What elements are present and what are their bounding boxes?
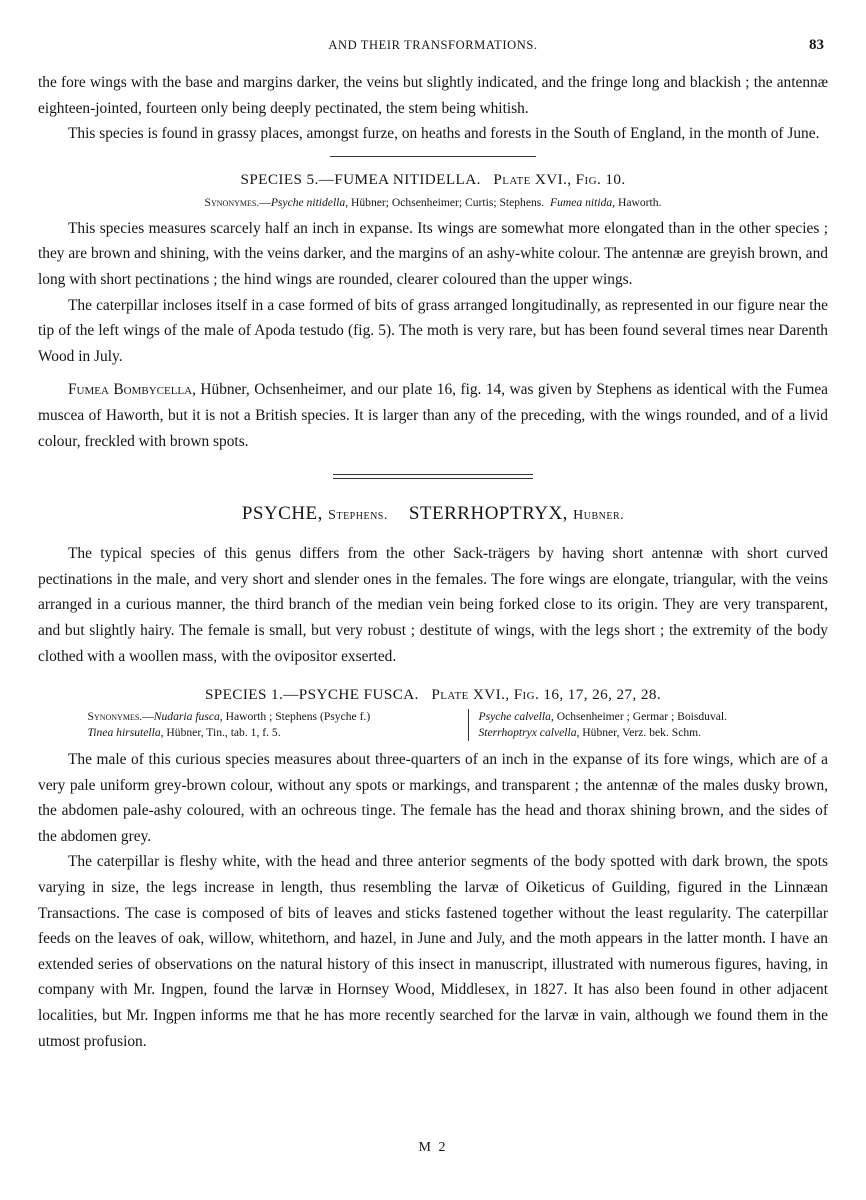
plate-reference: Plate XVI., Fig. 10.	[493, 170, 626, 188]
genus-authority: Stephens.	[328, 508, 388, 524]
synonyms-left-column	[78, 709, 469, 741]
synonym-name: Psyche calvella,	[478, 710, 554, 724]
paragraph-caterpillar: The caterpillar is fleshy white, with the head and three anterior segments of the body spotted with dark brown, the spots varying in size, the legs increase in length, thus resembling the larvæ of Oiketicus of Guilding, figured in the Linnæan Transactions. The case is composed of bits of leaves and sticks fastened together without the least regularity. The caterpillar feeds on the leaves of oak, willow, whitethorn, and hazel, in June and July, and the moth appears in the latter month. I have an extended series of observations on the natural history of this insect in manuscript, illustrated with numerous figures, having, in company with Mr. Ingpen, found the larvæ in Hornsey Wood, Middlesex, in 1827. It has also been found in other adjacent localities, but Mr. Ingpen informs me that he has more recently searched for the larvæ in vain, although we found them in the utmost profusion.	[38, 853, 828, 1050]
synonym-name: Tinea hirsutella,	[87, 726, 164, 740]
running-head-title: AND THEIR TRANSFORMATIONS.	[328, 38, 538, 52]
running-head	[0, 38, 866, 58]
paragraph-note-text: Hübner, Ochsenheimer, and our plate 16, fig. 14, was given by Stephens as identical with the Fumea muscea of Haworth, but it is not a British species. It is larger than any of the preceding, with the wings rounded, and of a livid colour, freckled with brown spots.	[38, 381, 828, 450]
synonym-name: Sterrhoptryx calvella,	[478, 726, 580, 740]
synonym-authors: Haworth ; Stephens (Psyche f.)	[222, 710, 371, 724]
genus-name: PSYCHE,	[241, 503, 323, 525]
section-divider	[330, 156, 536, 157]
synonym-name: Psyche nitidella,	[270, 195, 349, 209]
synonym-authors: Hübner, Verz. bek. Schm.	[579, 726, 702, 740]
paragraph-caterpillar: The caterpillar incloses itself in a case formed of bits of grass arranged longitudinally, as represented in our figure near the tip of the left wings of the male of Apoda testudo (fig. 5). The moth is very rare, but has been found several times near Darenth Wood in July.	[38, 296, 828, 365]
page-number: 83	[809, 37, 824, 53]
signature-mark: M 2	[418, 1140, 448, 1155]
synonym-authors: Hübner, Tin., tab. 1, f. 5.	[163, 726, 281, 740]
paragraph-habitat: This species is found in grassy places, amongst furze, on heaths and forests in the South of England, in the month of June.	[68, 125, 820, 143]
paragraph-description: This species measures scarcely half an inch in expanse. Its wings are somewhat more elongated than in the other species ; they are brown and shining, with the veins darker, and the margins of an ashy-white colour. The antennæ are greyish brown, and long with short pectinations ; the hind wings are rounded, clearer coloured than the upper wings.	[38, 219, 828, 288]
paragraph-note	[38, 377, 828, 454]
paragraph-description: The male of this curious species measures about three-quarters of an inch in the expanse of its fore wings, which are of a very pale uniform grey-brown colour, without any spots or markings, and transparent ; the antennæ of the males dusky brown, the abdomen pale-ashy coloured, with an ochreous tinge. The female has the head and thorax shining brown, and the sides of the abdomen grey.	[38, 751, 828, 845]
genus-heading	[38, 501, 828, 529]
synonym-name: Nudaria fusca,	[153, 710, 223, 724]
synonym-authors: Ochsenheimer ; Germar ; Boisduval.	[553, 710, 728, 724]
species-heading	[38, 168, 828, 192]
paragraph-genus-description: The typical species of this genus differs from the other Sack-trägers by having short antennæ with short curved pectinations in the male, and very short and slender ones in the females. The fore wings are elongate, triangular, with the veins arranged in a curious manner, the third branch of the median vein being forked close to its origin. They are very transparent, and but slightly hairy. The female is small, but very robust ; destitute of wings, with the legs short ; the extremity of the body clothed with a woollen mass, with the ovipositor exserted.	[38, 545, 828, 665]
paragraph-continued: the fore wings with the base and margins darker, the veins but slightly indicated, and the fringe long and blackish ; the antennæ eighteen-jointed, fourteen only being deeply pectinated, the stem being whitish.	[38, 74, 828, 117]
species-reference: Fumea Bombycella,	[68, 381, 196, 399]
genus-name: STERRHOPTRYX,	[408, 503, 568, 525]
species-title: SPECIES 1.—PSYCHE FUSCA.	[204, 686, 419, 704]
plate-reference: Plate XVI., Fig. 16, 17, 26, 27, 28.	[431, 686, 662, 704]
synonym-authors: Haworth.	[617, 195, 662, 209]
synonyms-label: Synonymes.—	[204, 195, 271, 209]
genus-divider	[333, 474, 533, 479]
genus-authority: Hubner.	[573, 508, 625, 524]
species-heading	[38, 683, 828, 707]
synonyms-line	[38, 194, 828, 212]
synonyms-table	[38, 709, 828, 741]
species-title: SPECIES 5.—FUMEA NITIDELLA.	[240, 170, 481, 188]
synonyms-right-column	[469, 709, 789, 741]
synonym-authors: Hübner; Ochsenheimer; Curtis; Stephens.	[351, 195, 545, 209]
page-body	[38, 70, 828, 1054]
synonym-name: Fumea nitida,	[550, 195, 616, 209]
synonyms-label: Synonymes.—	[87, 710, 154, 724]
